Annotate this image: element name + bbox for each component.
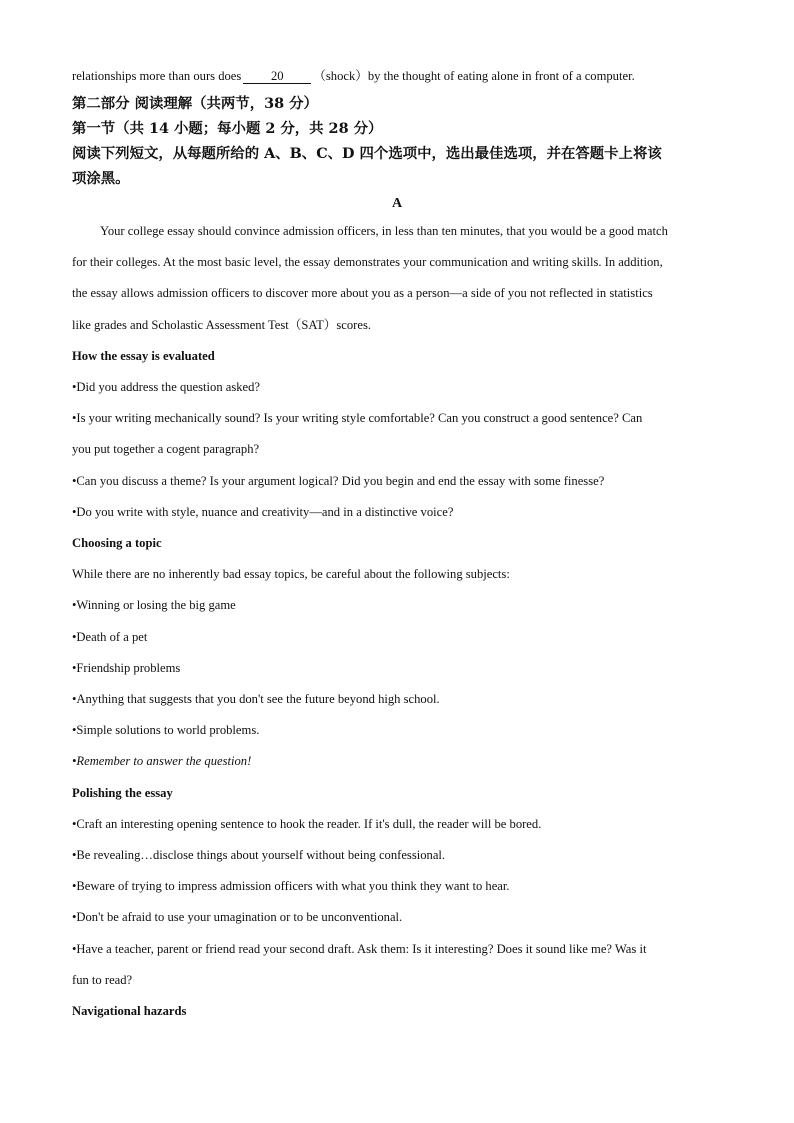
bullet-line: •Did you address the question asked? [72, 380, 261, 394]
heading-polish: Polishing the essay [72, 786, 173, 800]
intro-line: like grades and Scholastic Assessment Test（SAT）scores. [72, 318, 371, 332]
heading-topic: Choosing a topic [72, 536, 162, 550]
bullet-line: •Have a teacher, parent or friend read your second draft. Ask them: Is it interesting? Does it sound like me? Was it [72, 942, 647, 956]
bullet-line: •Be revealing…disclose things about yourself without being confessional. [72, 848, 446, 862]
bullet-line: •Craft an interesting opening sentence to hook the reader. If it's dull, the reader will be bored. [72, 817, 542, 831]
intro-line: Your college essay should convince admission officers, in less than ten minutes, that you would be a good match [100, 224, 668, 238]
heading-hazards: Navigational hazards [72, 1004, 187, 1018]
intro-line: the essay allows admission officers to discover more about you as a person—a side of you not reflected in statistics [72, 286, 653, 300]
topic-line: While there are no inherently bad essay topics, be careful about the following subjects: [72, 567, 510, 581]
answer-blank: 20 [243, 69, 311, 84]
bullet-line: •Is your writing mechanically sound? Is your writing style comfortable? Can you construct a good sentence? Can [72, 411, 643, 425]
intro-line: for their colleges. At the most basic level, the essay demonstrates your communication and writing skills. In addition, [72, 255, 663, 269]
instructions-line-1: 阅读下列短文，从每题所给的 A、B、C、D 四个选项中，选出最佳选项，并在答题卡上将该 [72, 145, 662, 162]
bullet-line: •Friendship problems [72, 661, 181, 675]
passage-label: A [391, 196, 403, 211]
line-text-after: （shock）by the thought of eating alone in front of a computer. [313, 69, 635, 83]
line-text-before: relationships more than ours does [72, 69, 242, 83]
bullet-line: •Simple solutions to world problems. [72, 723, 260, 737]
bullet-line: •Winning or losing the big game [72, 598, 236, 612]
previous-passage-line [72, 68, 722, 84]
bullet-line: •Don't be afraid to use your umagination or to be unconventional. [72, 910, 403, 924]
heading-evaluated: How the essay is evaluated [72, 349, 215, 363]
instructions-line-2: 项涂黑。 [72, 170, 130, 187]
section-heading-1: 第一节（共 14 小题；每小题 2 分，共 28 分） [72, 120, 383, 137]
bullet-line: •Can you discuss a theme? Is your argument logical? Did you begin and end the essay with some finesse? [72, 474, 605, 488]
bullet-line: you put together a cogent paragraph? [72, 442, 260, 456]
bullet-line: •Beware of trying to impress admission officers with what you think they want to hear. [72, 879, 510, 893]
bullet-line: •Do you write with style, nuance and creativity—and in a distinctive voice? [72, 505, 454, 519]
section-heading-part2: 第二部分 阅读理解（共两节，38 分） [72, 95, 318, 112]
bullet-line: fun to read? [72, 973, 133, 987]
bullet-line: •Anything that suggests that you don't see the future beyond high school. [72, 692, 440, 706]
reminder-line: •Remember to answer the question! [72, 754, 252, 768]
bullet-line: •Death of a pet [72, 630, 148, 644]
